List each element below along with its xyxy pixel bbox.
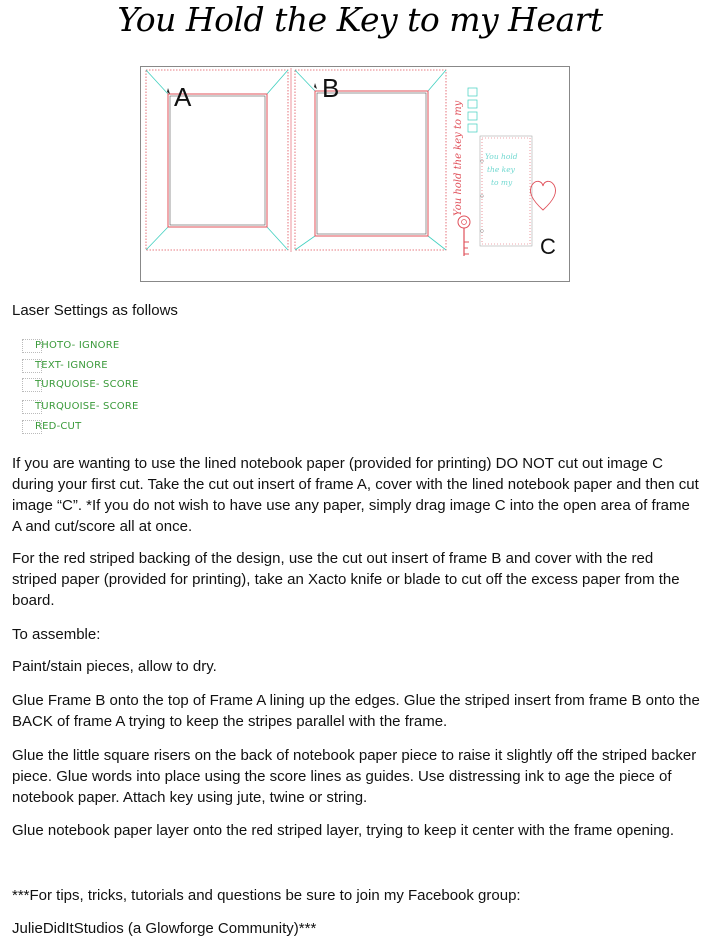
legend-row-score-2 — [22, 399, 182, 415]
paragraph-glue-frames: Glue Frame B onto the top of Frame A lining up the edges. Glue the striped insert from frame B onto the BACK of frame A trying to keep the stripes parallel with the frame. — [12, 692, 700, 730]
note-text-line-3: to my — [491, 178, 513, 187]
note-text-line-2: the key — [487, 165, 515, 174]
laser-cut-diagram — [140, 66, 570, 282]
key-text: You hold the key to my — [453, 100, 464, 216]
paragraph-facebook-tips: ***For tips, tricks, tutorials and questions be sure to join my Facebook group: — [12, 887, 521, 904]
note-text-line-1: You hold — [485, 152, 518, 161]
page-title: You Hold the Key to my Heart — [117, 0, 603, 39]
legend-label: TURQUOISE- SCORE — [35, 401, 139, 412]
paragraph-striped-backing: For the red striped backing of the design, use the cut out insert of frame B and cover with the red striped paper (provided for printing), take an Xacto knife or blade to cut off the excess paper from the board. — [12, 550, 680, 609]
legend-label: TURQUOISE- SCORE — [35, 379, 139, 390]
legend-row-score-1 — [22, 377, 182, 393]
paragraph-assemble-heading: To assemble: — [12, 626, 101, 643]
laser-heading: Laser Settings as follows — [12, 302, 178, 319]
legend-label: PHOTO- IGNORE — [35, 340, 120, 351]
frame-b-label: B — [322, 73, 340, 103]
legend-row-cut — [22, 419, 182, 435]
frame-a-label: A — [174, 82, 192, 112]
legend-label: RED-CUT — [35, 421, 82, 432]
laser-settings-legend — [22, 338, 182, 438]
legend-row-photo — [22, 338, 182, 354]
paragraph-notebook-layer: Glue notebook paper layer onto the red striped layer, trying to keep it center with the frame opening. — [12, 822, 675, 839]
paragraph-facebook-group: JulieDidItStudios (a Glowforge Community)*** — [12, 920, 317, 937]
board-outline — [141, 67, 570, 282]
paragraph-cut-instructions: If you are wanting to use the lined notebook paper (provided for printing) DO NOT cut out image C during your first cut. Take the cut out insert of frame A, cover with the lined notebook paper and then cut image “C”. *If you do not wish to have use any paper, simply drag image C into the open area of frame A and cut/score all at once. — [12, 455, 699, 535]
paragraph-paint: Paint/stain pieces, allow to dry. — [12, 658, 217, 675]
image-c-label: C — [540, 234, 556, 259]
paragraph-risers: Glue the little square risers on the back of notebook paper piece to raise it slightly off the striped backer piece. Glue words into place using the score lines as guides. Use distressing ink to age the piece of notebook paper. Attach key using jute, twine or string. — [12, 747, 697, 806]
legend-label: TEXT- IGNORE — [35, 360, 108, 371]
legend-row-text — [22, 358, 182, 374]
